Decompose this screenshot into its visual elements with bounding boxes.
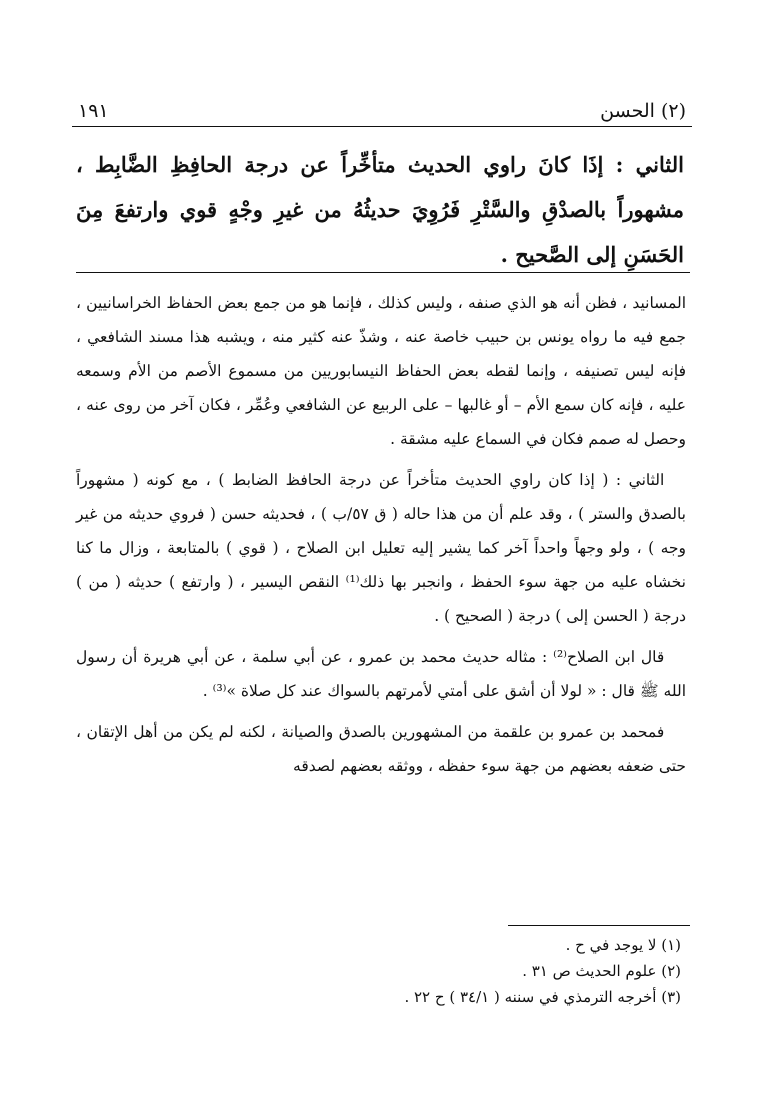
- commentary-paragraph: فمحمد بن عمرو بن علقمة من المشهورين بالصدق والصيانة ، لكنه لم يكن من أهل الإتقان ، حتى ضعفه بعضهم من جهة سوء حفظه ، ووثقه بعضهم لصدقه: [76, 723, 686, 775]
- chapter-title: (٢) الحسن: [600, 100, 686, 122]
- footnote: (٣) أخرجه الترمذي في سننه ( ٣٤/١ ) ح ٢٢ .: [404, 988, 681, 1006]
- commentary-body: [76, 286, 686, 790]
- commentary-paragraph: الثاني : ( إذا كان راوي الحديث متأخراً عن درجة الحافظ الضابط ) ، مع كونه ( مشهوراً بالصدق والستر ) ، وقد علم أن من هذا حاله ( ق ٥٧/ب ) ، فحديثه حسن ( فروي حديثه من غير وجه ) ، ولو وجهاً واحداً آخر كما يشير إليه تعليل ابن الصلاح ، ( قوي ) بالمتابعة ، وزال ما كنا نخشاه عليه من جهة سوء الحفظ ، وانجبر بها ذلك⁽¹⁾ النقص اليسير ، ( وارتفع ) حديثه ( من ) درجة ( الحسن إلى ) درجة ( الصحيح ) .: [76, 471, 686, 625]
- footnote: (١) لا يوجد في ح .: [565, 936, 681, 954]
- footnotes-divider: [508, 925, 690, 926]
- matn-divider: [76, 272, 690, 273]
- page-number: ١٩١: [78, 100, 109, 122]
- footnotes: [76, 932, 681, 1010]
- matn-text: الثاني : إذَا كانَ راوي الحديث متأخِّراً عن درجة الحافِظِ الضَّابِط ، مشهوراً بالصدْقِ والسَّتْرِ فَرُوِيَ حديثُهُ من غيرِ وجْهٍ قوي وارتفعَ مِنَ الحَسَنِ إلى الصَّحيح .: [76, 152, 684, 267]
- commentary-paragraph: قال ابن الصلاح⁽²⁾ : مثاله حديث محمد بن عمرو ، عن أبي سلمة ، عن أبي هريرة أن رسول الله ﷺ قال : « لولا أن أشق على أمتي لأمرتهم بالسواك عند كل صلاة »⁽³⁾ .: [76, 648, 686, 700]
- footnote: (٢) علوم الحديث ص ٣١ .: [522, 962, 681, 980]
- commentary-paragraph: المسانيد ، فظن أنه هو الذي صنفه ، وليس كذلك ، فإنما هو من جمع بعض الحفاظ الخراسانيين ، جمع فيه ما رواه يونس بن حبيب خاصة عنه ، وشذّ عنه كثير منه ، ويشبه هذا مسند الشافعي ، فإنه ليس تصنيفه ، وإنما لقطه بعض الحفاظ النيسابوريين من مسموع الأصم من الأم وسمعه عليه ، فإنه كان سمع الأم – أو غالبها – على الربيع عن الشافعي وعُمِّر ، فكان آخر من روى عنه ، وحصل له صمم فكان في السماع عليه مشقة .: [76, 294, 686, 448]
- page-header: [72, 96, 692, 127]
